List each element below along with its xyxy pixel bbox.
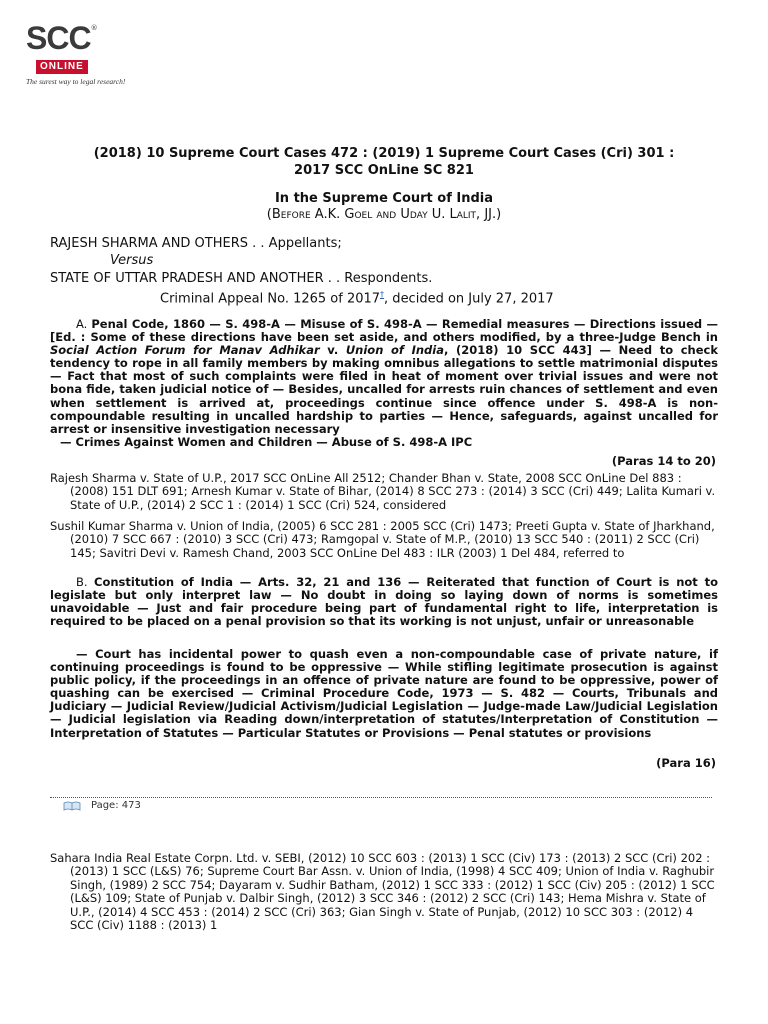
versus: Versus bbox=[110, 253, 154, 268]
citation-line-2: 2017 SCC OnLine SC 821 bbox=[294, 163, 474, 178]
headnote-a bbox=[50, 318, 718, 436]
headnote-a-case2: Union of India bbox=[345, 343, 444, 358]
page-divider bbox=[50, 797, 712, 798]
headnote-b-text2: — Court has incidental power to quash even a non-compoundable case of private nature, if continuing proceedings is found to be oppressive — While stifling legitimate prosecution is against public policy, if the proceedings in an offence of private nature are found to be oppressive, power of quashing can be exercised — Criminal Procedure Code, 1973 — S. 482 — Courts, Tribunals and Judiciary — Judicial Review/Judicial Activism/Judicial Legislation — Judge-made Law/Judicial Legislation — Judicial legislation via Reading down/interpretation of statutes/Interpretation of Constitution — Interpretation of Statutes — Particular Statutes or Provisions — Penal statutes or provisions bbox=[50, 647, 718, 740]
appeal-date: , decided on July 27, 2017 bbox=[384, 291, 554, 307]
logo-tagline: The surest way to legal research! bbox=[26, 77, 126, 86]
page-marker bbox=[63, 800, 141, 811]
respondents: STATE OF UTTAR PRADESH AND ANOTHER . . Respondents. bbox=[50, 271, 433, 286]
headnote-a-paras: (Paras 14 to 20) bbox=[611, 454, 716, 468]
headnote-a-label: A. bbox=[76, 317, 92, 331]
bench: (Before A.K. Goel and Uday U. Lalit, JJ.) bbox=[266, 207, 502, 222]
logo-online-badge: ONLINE bbox=[36, 60, 88, 74]
appeal-line bbox=[160, 290, 554, 306]
headnote-a-case1: Social Action Forum for Manav Adhikar bbox=[50, 343, 320, 358]
headnote-a-text3: , (2018) 10 SCC 443] — Need to check tendency to rope in all family members by making omnibus allegations to settle matrimonial disputes — Fact that most of such complaints were filed in heat of moment over trivial issues and were not bona fide, taken judicial notice of — Besides, uncalled for arrests ruin chances of settlement and even when settlement is arrived at, proceedings continue since offence under S. 498-A is non-compoundable resulting in uncalled hardship to parties — Hence, safeguards, against uncalled for arrest or insensitive investigation necessary bbox=[50, 343, 719, 436]
appellants: RAJESH SHARMA AND OTHERS . . Appellants; bbox=[50, 236, 342, 251]
citations-a-considered: Rajesh Sharma v. State of U.P., 2017 SCC OnLine All 2512; Chander Bhan v. State, 2008 SCC OnLine Del 883 : (2008) 151 DLT 691; Arnesh Kumar v. State of Bihar, (2014) 8 SCC 273 : (2014) 3 SCC (Cri) 449; Lalita Kumari v. State of U.P., (2014) 2 SCC 1 : (2014) 1 SCC (Cri) 524, considered bbox=[50, 471, 716, 512]
footnote-link[interactable]: † bbox=[380, 290, 385, 299]
citations-a-referred: Sushil Kumar Sharma v. Union of India, (2005) 6 SCC 281 : 2005 SCC (Cri) 1473; Preeti Gupta v. State of Jharkhand, (2010) 7 SCC 667 : (2010) 3 SCC (Cri) 473; Ramgopal v. State of M.P., (2010) 13 SCC 540 : (2011) 2 SCC (Cri) 145; Savitri Devi v. Ramesh Chand, 2003 SCC OnLine Del 483 : ILR (2003) 1 Del 484, referred to bbox=[50, 519, 715, 560]
logo-scc-text: SCC bbox=[26, 20, 91, 56]
headnote-b-text1: Constitution of India — Arts. 32, 21 and 136 — Reiterated that function of Court is not to legislate but only interpret law — No doubt in doing so laying down of norms is sometimes unavoidable — Just and fair procedure being part of fundamental right to life, interpretation is required to be placed on a penal provision so that its working is not unjust, unfair or unreasonable bbox=[50, 575, 718, 629]
open-book-icon bbox=[63, 801, 81, 811]
headnote-a-text1: Penal Code, 1860 — S. 498-A — Misuse of S. 498-A — Remedial measures — Directions issued — [Ed. : Some of these directions have been set aside, and others modified, by a three-Judge Bench in bbox=[50, 317, 718, 345]
headnote-b-paras: (Para 16) bbox=[656, 756, 716, 770]
citation-line-1: (2018) 10 Supreme Court Cases 472 : (2019) 1 Supreme Court Cases (Cri) 301 : bbox=[93, 146, 675, 161]
headnote-a-subline: — Crimes Against Women and Children — Abuse of S. 498-A IPC bbox=[60, 435, 473, 449]
headnote-b-label: B. bbox=[76, 575, 95, 589]
logo-registered-mark: ® bbox=[90, 24, 98, 32]
citation-title bbox=[40, 145, 728, 179]
court-name: In the Supreme Court of India bbox=[274, 191, 494, 206]
page-number: Page: 473 bbox=[91, 800, 141, 811]
scc-online-logo bbox=[26, 22, 136, 92]
appeal-number: Criminal Appeal No. 1265 of 2017 bbox=[160, 291, 381, 307]
headnote-b bbox=[50, 576, 718, 628]
citations-b: Sahara India Real Estate Corpn. Ltd. v. SEBI, (2012) 10 SCC 603 : (2013) 1 SCC (Civ) 173 : (2013) 2 SCC (Cri) 202 : (2013) 1 SCC (L&S) 76; Supreme Court Bar Assn. v. Union of India, (1998) 4 SCC 409; Union of India v. Raghubir Singh, (1989) 2 SCC 754; Dayaram v. Sudhir Batham, (2012) 1 SCC 333 : (2012) 1 SCC (Civ) 205 : (2012) 1 SCC (L&S) 109; State of Punjab v. Dalbir Singh, (2012) 3 SCC 346 : (2012) 2 SCC (Cri) 143; Hema Mishra v. State of U.P., (2014) 4 SCC 453 : (2014) 2 SCC (Cri) 363; Gian Singh v. State of Punjab, (2012) 10 SCC 303 : (2012) 4 SCC (Civ) 1188 : (2013) 1 bbox=[50, 851, 715, 933]
headnote-a-text2: v. bbox=[319, 343, 346, 358]
